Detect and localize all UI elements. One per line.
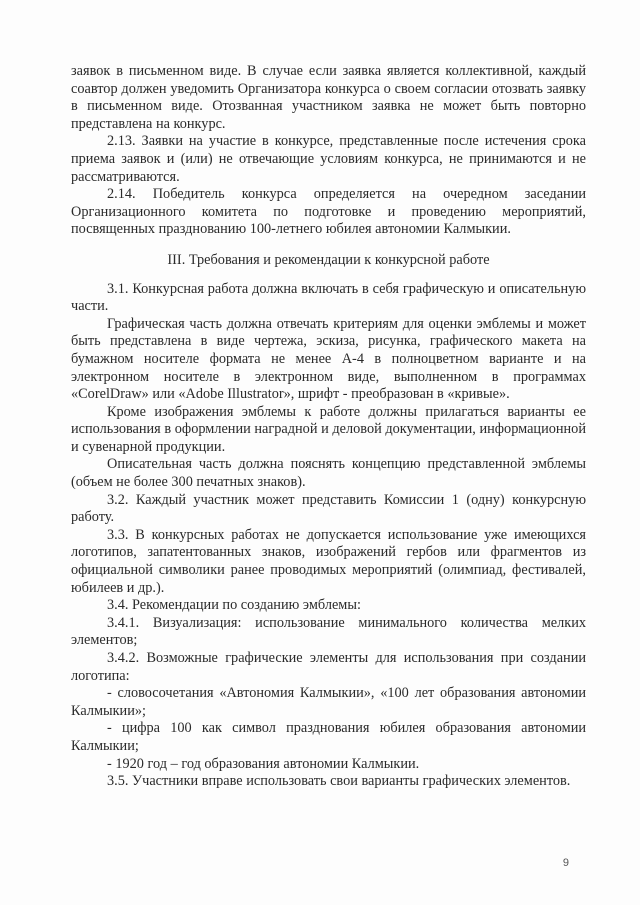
paragraph-2-14: 2.14. Победитель конкурса определяется на очередном заседании Организационного комитета по подготовке и проведению мероприятий, посвященных празднованию 100-летнего юбилея автономии Калмыкии. (71, 186, 586, 238)
paragraph-3-4: 3.4. Рекомендации по созданию эмблемы: (107, 597, 361, 614)
paragraph-2-13: 2.13. Заявки на участие в конкурсе, представленные после истечения срока приема заявок и (или) не отвечающие условиям конкурса, не принимаются и не рассматриваются. (71, 133, 586, 185)
list-item-year-1920: - 1920 год – год образования автономии Калмыкии. (107, 755, 420, 772)
paragraph-3-4-2: 3.4.2. Возможные графические элементы для использования при создании логотипа: (71, 650, 586, 684)
paragraph-3-5: 3.5. Участники вправе использовать свои варианты графических элементов. (107, 773, 571, 790)
list-item-phrases: - словосочетания «Автономия Калмыкии», «100 лет образования автономии Калмыкии»; (71, 685, 586, 719)
section-heading: III. Требования и рекомендации к конкурсной работе (167, 251, 490, 268)
document-body (71, 63, 586, 791)
page-number: 9 (562, 857, 569, 869)
paragraph-3-2: 3.2. Каждый участник может представить Комиссии 1 (одну) конкурсную работу. (71, 491, 586, 526)
paragraph-3-4-1: 3.4.1. Визуализация: использование минимального количества мелких элементов; (71, 614, 586, 649)
paragraph-3-1: 3.1. Конкурсная работа должна включать в себя графическую и описательную части. (71, 280, 586, 315)
paragraph-graphic-part: Графическая часть должна отвечать критериям для оценки эмблемы и может быть представлена в виде чертежа, эскиза, рисунка, графического макета на бумажном носителе формата не менее А-4 в полноцветном варианте и на электронном носителе в электронном виде, выполненном в программах «CorelDraw» или «Adobe Illustrator», шрифт - преобразован в «кривые». (71, 315, 586, 403)
paragraph-3-3: 3.3. В конкурсных работах не допускается использование уже имеющихся логотипов, запатентованных знаков, изображений гербов или фрагментов из официальной символики ранее проводимых мероприятий (олимпиад, фестивалей, юбилеев и др.). (71, 526, 586, 596)
list-item-number-100: - цифра 100 как символ празднования юбилея образования автономии Калмыкии; (71, 720, 586, 754)
paragraph-descriptive-part: Описательная часть должна пояснять концепцию представленной эмблемы (объем не более 300 печатных знаков). (71, 456, 586, 491)
paragraph-usage-variants: Кроме изображения эмблемы к работе должны прилагаться варианты ее использования в оформлении наградной и деловой документации, информационной и сувенарной продукции. (71, 403, 586, 455)
paragraph-withdrawal: заявок в письменном виде. В случае если заявка является коллективной, каждый соавтор должен уведомить Организатора конкурса о своем согласии отозвать заявку в письменном виде. Отозванная участником заявка не может быть повторно представлена на конкурс. (71, 63, 586, 132)
